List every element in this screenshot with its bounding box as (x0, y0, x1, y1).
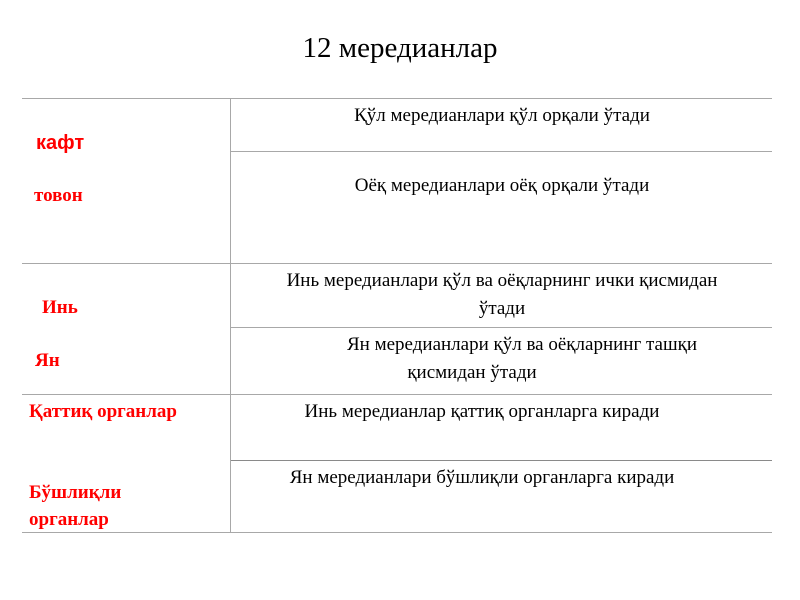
column-divider (230, 98, 231, 532)
table-top-border (22, 98, 772, 99)
group-divider (22, 263, 772, 264)
label-hollow-organs-line1: Бўшлиқли (29, 482, 122, 503)
label-solid-organs: Қаттиқ органлар (29, 401, 177, 422)
desc-foot-meridians: Оёқ мередианлари оёқ орқали ўтади (354, 175, 650, 196)
label-hollow-organs-line2: органлар (29, 509, 109, 530)
page-title: 12 мередианлар (302, 32, 498, 64)
desc-solid-organs: Инь мередианлар қаттиқ органларга киради (304, 401, 660, 422)
desc-yin-line1: Инь мередианлари қўл ва оёқларнинг ички қисмидан (286, 270, 718, 291)
row-divider (230, 327, 772, 328)
desc-hollow-organs: Ян мередианлари бўшлиқли органларга киради (289, 467, 675, 488)
desc-yang-line1: Ян мередианлари қўл ва оёқларнинг ташқи (347, 334, 697, 355)
desc-yang-line2: қисмидан ўтади (407, 362, 537, 383)
row-divider (230, 151, 772, 152)
desc-yang-meridians (232, 331, 772, 387)
group-divider (22, 394, 772, 395)
desc-yin-meridians (232, 267, 772, 323)
desc-hand-meridians: Қўл мередианлари қўл орқали ўтади (354, 105, 650, 126)
label-yang: Ян (35, 350, 60, 371)
table-bottom-border (22, 532, 772, 533)
label-kaft: кафт (36, 132, 85, 154)
row-divider (230, 460, 772, 461)
label-tovon: товон (34, 185, 83, 206)
label-yin: Инь (42, 297, 78, 318)
desc-yin-line2: ўтади (478, 298, 526, 319)
